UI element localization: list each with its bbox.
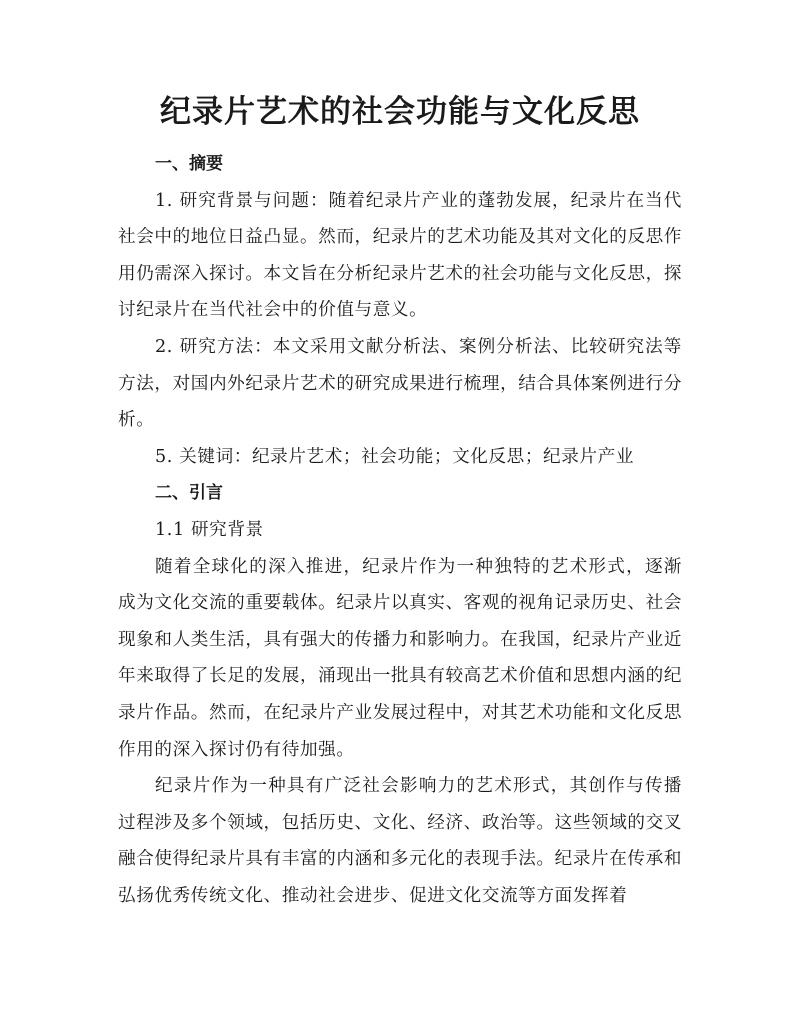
document-body (118, 146, 682, 914)
abstract-paragraph-methods: 2. 研究方法：本文采用文献分析法、案例分析法、比较研究法等方法，对国内外纪录片艺术的研究成果进行梳理，结合具体案例进行分析。 (118, 336, 683, 431)
intro-paragraph-2: 纪录片作为一种具有广泛社会影响力的艺术形式，其创作与传播过程涉及多个领域，包括历史、文化、经济、政治等。这些领域的交叉融合使得纪录片具有丰富的内涵和多元化的表现手法。纪录片在传承和弘扬优秀传统文化、推动社会进步、促进文化交流等方面发挥着 (118, 776, 683, 906)
section-heading-intro: 二、引言 (155, 483, 223, 504)
subsection-heading-background: 1.1 研究背景 (155, 519, 264, 540)
abstract-keywords: 5. 关键词：纪录片艺术；社会功能；文化反思；纪录片产业 (155, 446, 635, 467)
section-heading-abstract: 一、摘要 (155, 154, 223, 174)
abstract-paragraph-background: 1. 研究背景与问题：随着纪录片产业的蓬勃发展，纪录片在当代社会中的地位日益凸显。然而，纪录片的艺术功能及其对文化的反思作用仍需深入探讨。本文旨在分析纪录片艺术的社会功能与文化反思，探讨纪录片在当代社会中的价值与意义。 (118, 190, 683, 321)
document-title: 纪录片艺术的社会功能与文化反思 (160, 94, 640, 130)
intro-paragraph-1: 随着全球化的深入推进，纪录片作为一种独特的艺术形式，逐渐成为文化交流的重要载体。纪录片以真实、客观的视角记录历史、社会现象和人类生活，具有强大的传播力和影响力。在我国，纪录片产业近年来取得了长足的发展，涌现出一批具有较高艺术价值和思想内涵的纪录片作品。然而，在纪录片产业发展过程中，对其艺术功能和文化反思作用的深入探讨仍有待加强。 (118, 556, 683, 760)
